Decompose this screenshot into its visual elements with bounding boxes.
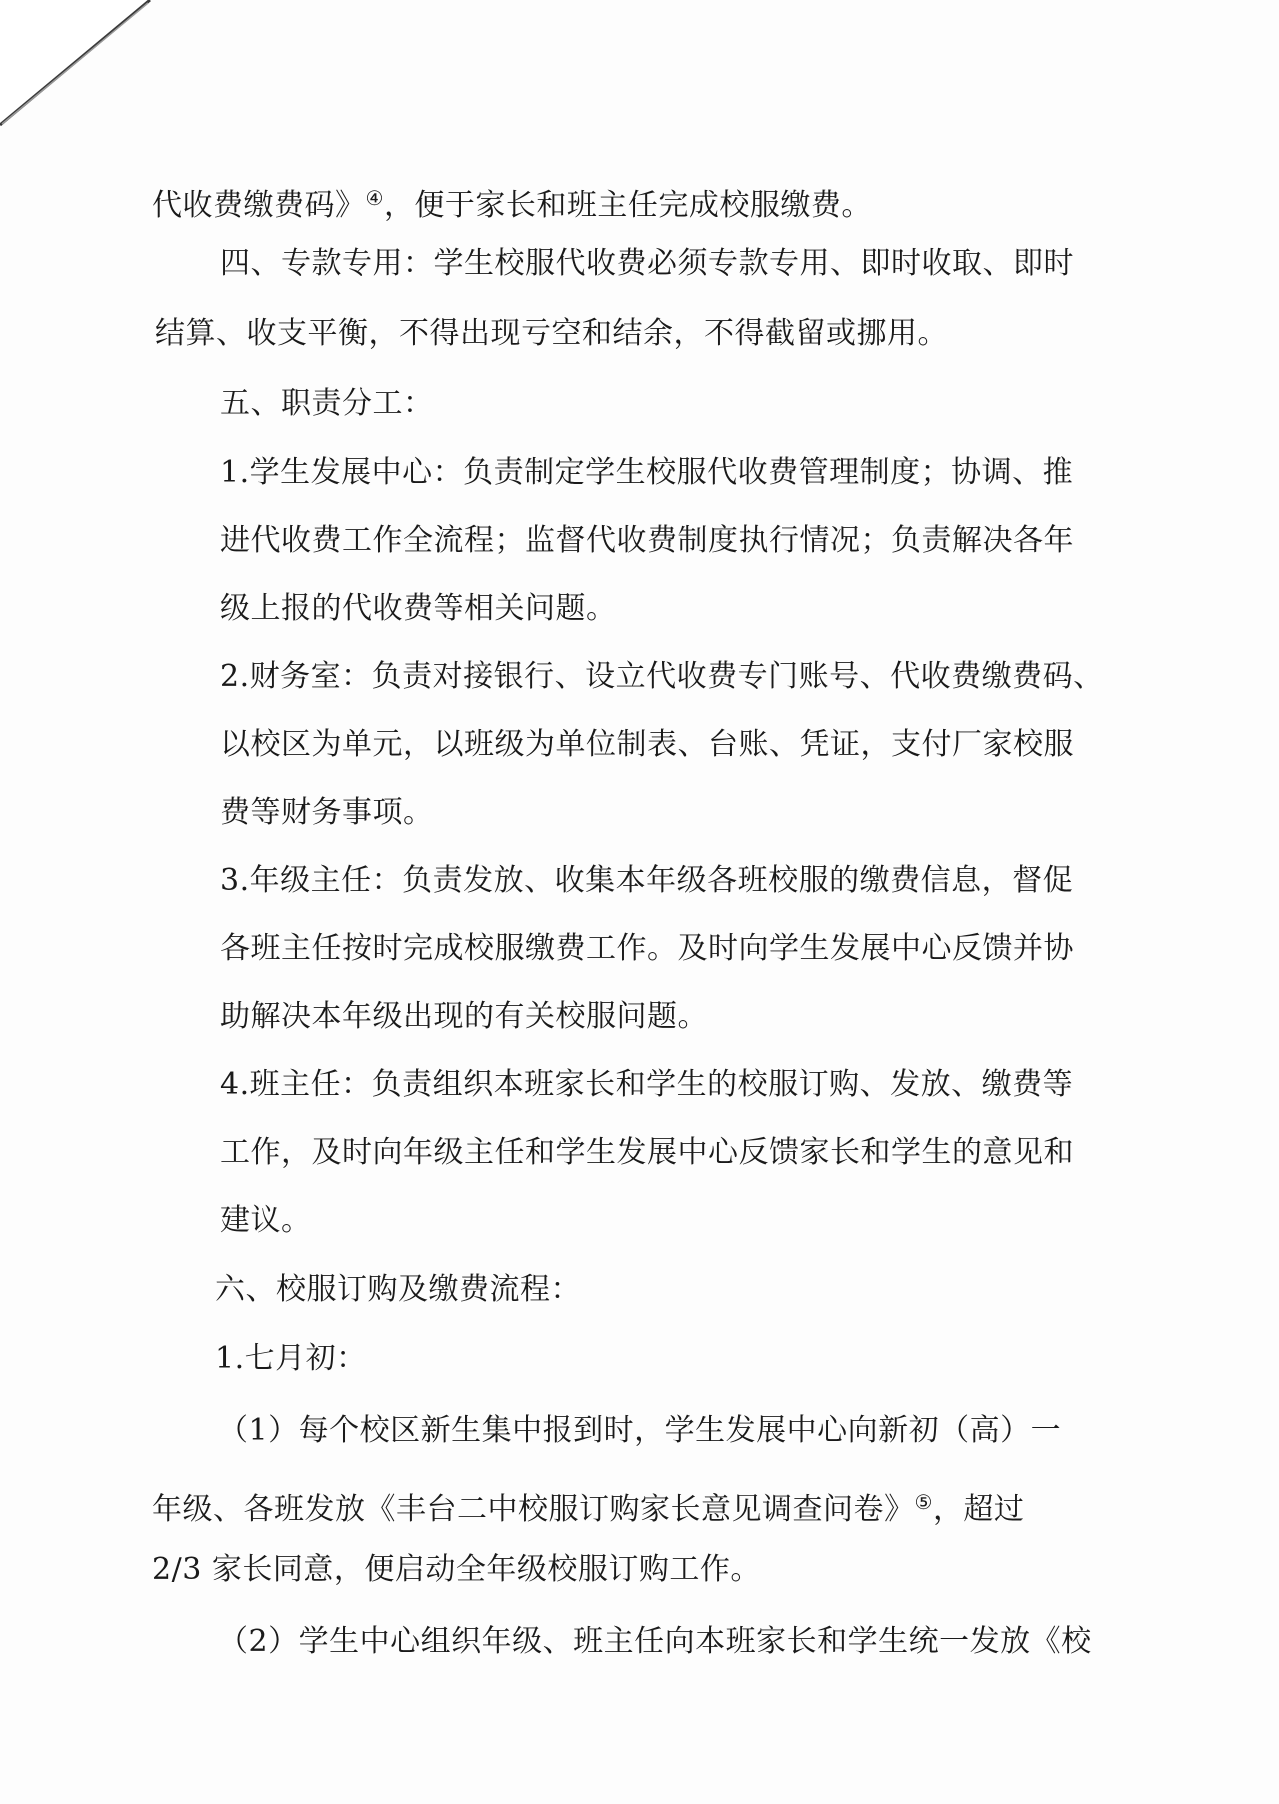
text-line-14: 4.班主任：负责组织本班家长和学生的校服订购、发放、缴费等 (220, 1067, 1074, 1102)
text-line-20-part-b: ，超过 (932, 1492, 1025, 1527)
text-line-12: 各班主任按时完成校服缴费工作。及时向学生发展中心反馈并协 (220, 931, 1074, 966)
text-line-13: 助解决本年级出现的有关校服问题。 (220, 999, 708, 1034)
text-line-1 (152, 178, 872, 226)
text-line-11: 3.年级主任：负责发放、收集本年级各班校服的缴费信息，督促 (220, 863, 1074, 898)
text-line-22: （2）学生中心组织年级、班主任向本班家长和学生统一发放《校 (218, 1624, 1092, 1659)
text-line-21: 2/3 家长同意，便启动全年级校服订购工作。 (152, 1552, 761, 1587)
text-line-20-part-a: 年级、各班发放《丰台二中校服订购家长意见调查问卷》 (152, 1492, 915, 1527)
text-line-3: 结算、收支平衡，不得出现亏空和结余，不得截留或挪用。 (155, 316, 948, 351)
text-line-10: 费等财务事项。 (220, 795, 434, 830)
section-heading-6: 六、校服订购及缴费流程： (215, 1272, 581, 1307)
text-line-18: 1.七月初： (215, 1341, 367, 1376)
footnote-marker-4: ④ (365, 186, 384, 210)
text-line-15: 工作，及时向年级主任和学生发展中心反馈家长和学生的意见和 (220, 1135, 1074, 1170)
text-line-20 (152, 1482, 1024, 1530)
text-line-19: （1）每个校区新生集中报到时，学生发展中心向新初（高）一 (218, 1413, 1062, 1448)
text-line-8: 2.财务室：负责对接银行、设立代收费专门账号、代收费缴费码、 (220, 659, 1104, 694)
section-heading-5: 五、职责分工： (220, 386, 434, 421)
text-line-2: 四、专款专用：学生校服代收费必须专款专用、即时收取、即时 (220, 246, 1074, 281)
footnote-marker-5: ⑤ (914, 1490, 933, 1514)
page-corner-fold (0, 0, 170, 150)
text-line-5: 1.学生发展中心：负责制定学生校服代收费管理制度；协调、推 (220, 455, 1074, 490)
text-line-16: 建议。 (220, 1203, 312, 1238)
text-line-6: 进代收费工作全流程；监督代收费制度执行情况；负责解决各年 (220, 523, 1074, 558)
text-line-9: 以校区为单元，以班级为单位制表、台账、凭证，支付厂家校服 (220, 727, 1074, 762)
text-line-1-part-a: 代收费缴费码》 (152, 188, 366, 223)
text-line-7: 级上报的代收费等相关问题。 (220, 591, 617, 626)
text-line-1-part-b: ，便于家长和班主任完成校服缴费。 (383, 188, 872, 223)
